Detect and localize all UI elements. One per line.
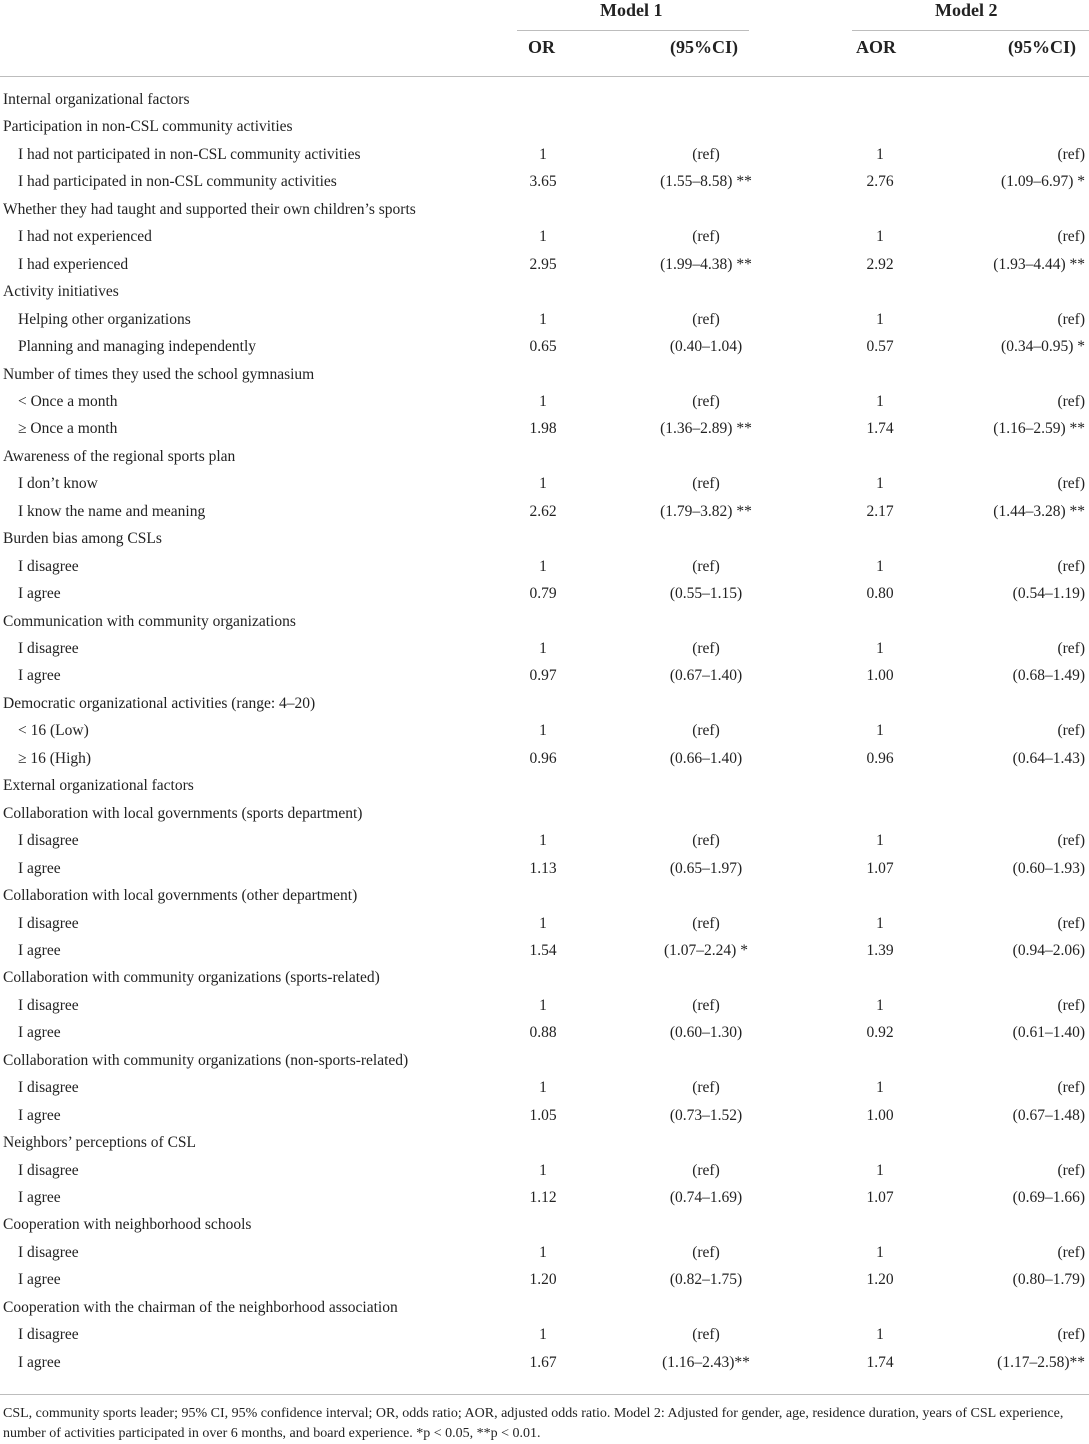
or-cell: 1.12: [529, 1189, 557, 1206]
row-label: I know the name and meaning: [18, 502, 206, 520]
ci2-cell: (ref): [1057, 832, 1085, 850]
or-cell: 1.54: [529, 941, 557, 959]
row-label: Cooperation with neighborhood schools: [3, 1216, 252, 1234]
ci2-cell: (1.16–2.59) **: [993, 420, 1085, 438]
table-row: [0, 416, 1089, 443]
ci1-cell: (ref): [692, 228, 720, 246]
row-label: I disagree: [18, 1079, 79, 1097]
row-label: I agree: [18, 667, 61, 685]
ci2-cell: (1.44–3.28) **: [993, 502, 1085, 520]
aor-cell: 1: [876, 1243, 884, 1261]
ci2-cell: (ref): [1057, 1161, 1085, 1179]
model2-rule: [852, 30, 1089, 31]
or-header: OR: [528, 37, 555, 57]
table-row: [0, 307, 1089, 334]
or-cell: 1.13: [529, 859, 557, 877]
table-row: [0, 938, 1089, 965]
ci1-cell: (ref): [692, 310, 720, 328]
aor-cell: 1.00: [866, 667, 894, 685]
table-row: [0, 1350, 1089, 1377]
row-label: I agree: [18, 1024, 61, 1042]
ci1-cell: (ref): [692, 1161, 720, 1179]
aor-cell: 1.20: [866, 1271, 894, 1289]
table-row: [0, 1267, 1089, 1294]
ci2-cell: (ref): [1057, 914, 1085, 932]
aor-cell: 1.74: [866, 1353, 894, 1371]
table-row: [0, 965, 1089, 992]
table-row: [0, 169, 1089, 196]
aor-cell: 1.07: [866, 1189, 894, 1206]
or-cell: 1.05: [529, 1106, 557, 1124]
row-label: Burden bias among CSLs: [3, 530, 162, 548]
table-row: [0, 911, 1089, 938]
or-cell: 1.20: [529, 1271, 557, 1289]
model2-header: Model 2: [935, 0, 998, 20]
ci1-cell: (0.67–1.40): [669, 667, 743, 685]
ci2-cell: (1.09–6.97) *: [1001, 173, 1085, 191]
header-bottom-rule: [0, 76, 1089, 77]
aor-cell: 0.80: [866, 585, 894, 603]
or-cell: 0.96: [529, 749, 557, 767]
table-row: [0, 1212, 1089, 1239]
model1-header: Model 1: [600, 0, 663, 20]
aor-cell: 1: [876, 557, 884, 575]
row-label: ≥ 16 (High): [18, 749, 92, 767]
or-cell: 1: [539, 1161, 547, 1179]
ci2-cell: (ref): [1057, 228, 1085, 246]
or-cell: 1: [539, 392, 547, 410]
table-row: [0, 1103, 1089, 1130]
ci2-cell: (0.54–1.19): [1012, 585, 1085, 603]
ci1-cell: (ref): [692, 1079, 720, 1097]
ci1-cell: (1.36–2.89) **: [660, 420, 752, 438]
row-label: I agree: [18, 859, 61, 877]
table-row: [0, 581, 1089, 608]
row-label: Collaboration with local governments (other department): [3, 887, 358, 905]
table-row: [0, 1240, 1089, 1267]
row-label: Communication with community organizations: [3, 612, 296, 630]
table-row: [0, 334, 1089, 361]
row-label: Participation in non-CSL community activities: [3, 118, 293, 136]
table-row: [0, 883, 1089, 910]
or-cell: 1: [539, 310, 547, 328]
ci1-cell: (1.55–8.58) **: [660, 173, 752, 191]
or-cell: 0.79: [529, 585, 557, 603]
or-cell: 0.97: [529, 667, 557, 685]
ci2-cell: (0.61–1.40): [1012, 1024, 1085, 1042]
aor-cell: 0.92: [866, 1024, 894, 1042]
row-label: I disagree: [18, 640, 79, 657]
row-label: Internal organizational factors: [3, 91, 190, 108]
ci2-cell: (1.17–2.58)**: [997, 1353, 1085, 1371]
table-row: [0, 1322, 1089, 1349]
table-row: [0, 773, 1089, 800]
row-label: Activity initiatives: [3, 283, 119, 301]
table-row: [0, 279, 1089, 306]
row-label: I don’t know: [18, 475, 98, 493]
or-cell: 1: [539, 996, 547, 1014]
aor-cell: 1: [876, 1161, 884, 1179]
or-cell: 1: [539, 145, 547, 163]
ci2-cell: (1.93–4.44) **: [993, 255, 1085, 273]
ci2-cell: (ref): [1057, 310, 1085, 328]
table-row: [0, 444, 1089, 471]
table-row: [0, 1020, 1089, 1047]
ci1-cell: (0.66–1.40): [669, 749, 743, 767]
row-label: I disagree: [18, 557, 79, 575]
row-label: I had experienced: [18, 255, 129, 273]
or-cell: 1.67: [529, 1353, 557, 1371]
aor-cell: 1: [876, 914, 884, 932]
ci1-cell: (0.60–1.30): [669, 1024, 743, 1042]
row-label: I agree: [18, 1106, 61, 1124]
or-cell: 2.95: [529, 255, 557, 273]
or-cell: 1: [539, 1243, 547, 1261]
row-label: Collaboration with local governments (sports department): [3, 804, 363, 822]
table-row: [0, 856, 1089, 883]
ci1-cell: (1.99–4.38) **: [660, 255, 752, 273]
ci1-cell: (0.74–1.69): [669, 1189, 743, 1206]
row-label: I disagree: [18, 1243, 79, 1261]
table-row: [0, 87, 1089, 114]
ci2-header: (95%CI): [1008, 37, 1076, 57]
ci2-cell: (ref): [1057, 1079, 1085, 1097]
row-label: Neighbors’ perceptions of CSL: [3, 1134, 196, 1152]
or-cell: 0.65: [529, 338, 557, 356]
table-row: [0, 1130, 1089, 1157]
ci1-cell: (0.73–1.52): [669, 1106, 743, 1124]
table-row: [0, 746, 1089, 773]
or-cell: 1: [539, 1079, 547, 1097]
row-label: I disagree: [18, 1161, 79, 1179]
table-row: [0, 114, 1089, 141]
table-row: [0, 691, 1089, 718]
aor-cell: 1: [876, 228, 884, 246]
aor-cell: 0.57: [866, 338, 894, 356]
aor-cell: 1: [876, 475, 884, 493]
ci2-cell: (0.34–0.95) *: [1001, 338, 1085, 356]
table-row: [0, 362, 1089, 389]
row-label: Helping other organizations: [18, 310, 191, 328]
ci1-cell: (ref): [692, 832, 720, 850]
row-label: I disagree: [18, 1326, 79, 1344]
ci1-cell: (0.40–1.04): [669, 338, 743, 356]
row-label: I had participated in non-CSL community activities: [18, 173, 337, 191]
row-label: Planning and managing independently: [18, 338, 257, 356]
ci1-cell: (ref): [692, 722, 720, 740]
table-row: [0, 636, 1089, 663]
table-row: [0, 526, 1089, 553]
ci2-cell: (0.68–1.49): [1012, 667, 1085, 685]
aor-cell: 2.92: [866, 255, 894, 273]
table-row: [0, 1295, 1089, 1322]
aor-cell: 1: [876, 1326, 884, 1344]
ci1-cell: (0.82–1.75): [669, 1271, 743, 1289]
or-cell: 1: [539, 832, 547, 850]
ci1-header: (95%CI): [670, 37, 738, 57]
ci1-cell: (0.65–1.97): [669, 859, 743, 877]
ci1-cell: (ref): [692, 1326, 720, 1344]
ci2-cell: (ref): [1057, 1243, 1085, 1261]
row-label: I agree: [18, 1353, 61, 1371]
aor-cell: 2.76: [866, 173, 894, 191]
row-label: I agree: [18, 1189, 61, 1206]
row-label: < 16 (Low): [18, 722, 89, 740]
aor-cell: 1: [876, 310, 884, 328]
row-label: I disagree: [18, 996, 79, 1014]
or-cell: 1: [539, 475, 547, 493]
aor-cell: 1.39: [866, 941, 894, 959]
row-label: ≥ Once a month: [18, 420, 118, 438]
or-cell: 1.98: [529, 420, 557, 438]
or-cell: 1: [539, 557, 547, 575]
table-row: [0, 801, 1089, 828]
ci2-cell: (ref): [1057, 557, 1085, 575]
aor-header: AOR: [856, 37, 896, 57]
row-label: I disagree: [18, 914, 79, 932]
or-cell: 1: [539, 228, 547, 246]
aor-cell: 1: [876, 145, 884, 163]
ci2-cell: (ref): [1057, 996, 1085, 1014]
aor-cell: 1: [876, 722, 884, 740]
table-row: [0, 1048, 1089, 1075]
ci1-cell: (ref): [692, 392, 720, 410]
table-row: [0, 499, 1089, 526]
ci1-cell: (ref): [692, 557, 720, 575]
ci2-cell: (ref): [1057, 475, 1085, 493]
aor-cell: 1: [876, 1079, 884, 1097]
aor-cell: 1: [876, 996, 884, 1014]
aor-cell: 1: [876, 640, 884, 657]
ci1-cell: (0.55–1.15): [669, 585, 743, 603]
row-label: Cooperation with the chairman of the neighborhood association: [3, 1298, 398, 1316]
table-bottom-rule: [0, 1394, 1089, 1395]
or-cell: 1: [539, 914, 547, 932]
table-row: [0, 1075, 1089, 1102]
table-row: [0, 609, 1089, 636]
table-row: [0, 1158, 1089, 1185]
ci2-cell: (ref): [1057, 392, 1085, 410]
table-row: [0, 554, 1089, 581]
row-label: I agree: [18, 941, 61, 959]
or-cell: 0.88: [529, 1024, 557, 1042]
model1-rule: [517, 30, 749, 31]
row-label: Whether they had taught and supported their own children’s sports: [3, 200, 416, 218]
aor-cell: 0.96: [866, 749, 894, 767]
row-label: I disagree: [18, 832, 79, 850]
table-row: [0, 197, 1089, 224]
aor-cell: 1: [876, 392, 884, 410]
row-label: Awareness of the regional sports plan: [3, 447, 236, 465]
table-row: [0, 142, 1089, 169]
table-footnote: CSL, community sports leader; 95% CI, 95% confidence interval; OR, odds ratio; AOR, adjusted odds ratio. Model 2: Adjusted for gender, age, residence duration, years of CSL experience, number of activities participated in over 6 months, and board experience. *p < 0.05, **p < 0.01.: [3, 1406, 1064, 1441]
table-row: [0, 252, 1089, 279]
table-row: [0, 993, 1089, 1020]
ci2-cell: (0.64–1.43): [1012, 749, 1085, 767]
row-label: External organizational factors: [3, 777, 194, 795]
aor-cell: 1.74: [866, 420, 894, 438]
row-label: Number of times they used the school gymnasium: [3, 365, 315, 383]
row-label: Democratic organizational activities (range: 4–20): [3, 694, 316, 712]
or-cell: 3.65: [529, 173, 557, 191]
aor-cell: 1.07: [866, 859, 894, 877]
table-row: [0, 1185, 1089, 1212]
ci2-cell: (0.94–2.06): [1012, 941, 1085, 959]
ci2-cell: (0.80–1.79): [1012, 1271, 1085, 1289]
ci1-cell: (1.07–2.24) *: [664, 941, 748, 959]
row-label: I agree: [18, 585, 61, 603]
row-label: Collaboration with community organizations (sports-related): [3, 969, 380, 987]
table-row: [0, 718, 1089, 745]
or-cell: 1: [539, 640, 547, 657]
table-row: [0, 471, 1089, 498]
table-row: [0, 389, 1089, 416]
ci2-cell: (0.69–1.66): [1012, 1189, 1085, 1206]
ci2-cell: (ref): [1057, 1326, 1085, 1344]
row-label: < Once a month: [18, 392, 118, 410]
or-cell: 1: [539, 722, 547, 740]
or-cell: 2.62: [529, 502, 557, 520]
table-row: [0, 224, 1089, 251]
or-cell: 1: [539, 1326, 547, 1344]
ci2-cell: (ref): [1057, 640, 1085, 657]
ci2-cell: (0.60–1.93): [1012, 859, 1085, 877]
aor-cell: 1: [876, 832, 884, 850]
table-row: [0, 663, 1089, 690]
ci1-cell: (ref): [692, 996, 720, 1014]
aor-cell: 2.17: [866, 502, 894, 520]
ci1-cell: (1.79–3.82) **: [660, 502, 752, 520]
ci2-cell: (ref): [1057, 722, 1085, 740]
row-label: I agree: [18, 1271, 61, 1289]
ci1-cell: (ref): [692, 914, 720, 932]
ci1-cell: (ref): [692, 1243, 720, 1261]
ci1-cell: (ref): [692, 475, 720, 493]
row-label: Collaboration with community organizations (non-sports-related): [3, 1051, 409, 1069]
ci2-cell: (0.67–1.48): [1012, 1106, 1085, 1124]
ci1-cell: (1.16–2.43)**: [662, 1353, 750, 1371]
aor-cell: 1.00: [866, 1106, 894, 1124]
ci1-cell: (ref): [692, 145, 720, 163]
table-row: [0, 828, 1089, 855]
ci2-cell: (ref): [1057, 145, 1085, 163]
row-label: I had not experienced: [18, 228, 152, 246]
ci1-cell: (ref): [692, 640, 720, 657]
row-label: I had not participated in non-CSL community activities: [18, 145, 361, 163]
